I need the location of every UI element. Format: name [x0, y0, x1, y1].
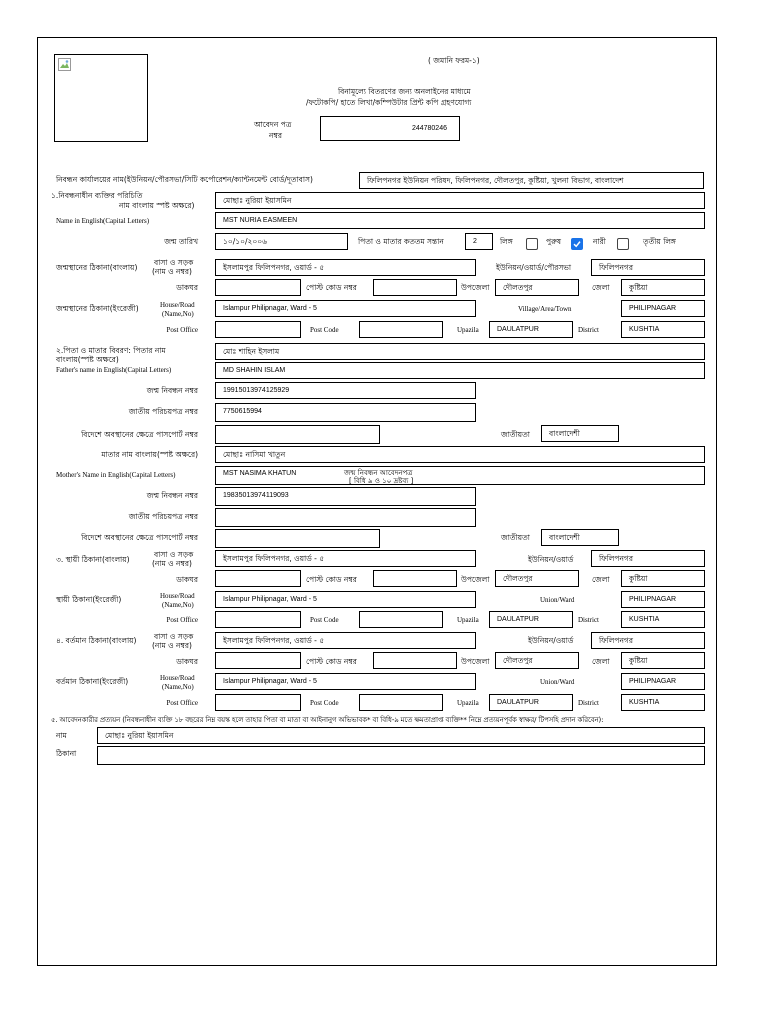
present-house-en-field[interactable]: Islampur Philipnagar, Ward - 5	[215, 673, 476, 690]
header-line-2: /ফটোকপি/ হাতে লিখা/কম্পিউটার প্রিন্ট কপি গ্রহণযোগ্য	[306, 98, 472, 107]
permanent-upazila-en-label: Upazila	[457, 616, 479, 624]
applicant-address-field[interactable]	[97, 746, 705, 765]
permanent-union-en-field[interactable]: PHILIPNAGAR	[621, 591, 705, 608]
present-post-en-field[interactable]	[215, 694, 301, 711]
sex-third-label: তৃতীয় লিঙ্গ	[643, 237, 676, 246]
birthplace-post-en-label: Post Office	[166, 326, 198, 334]
father-en-label: Father's name in English(Capital Letters)	[56, 366, 172, 374]
applicant-name-label: নাম	[56, 731, 67, 740]
birthplace-house-en-label-1: House/Road	[160, 301, 195, 309]
mother-nid-field[interactable]	[215, 508, 476, 527]
mother-passport-field[interactable]	[215, 529, 380, 548]
permanent-upazila-field[interactable]: দৌলতপুর	[495, 570, 579, 587]
name-bn-field[interactable]: মোছাঃ নুরিয়া ইয়াসমিন	[215, 192, 705, 209]
present-upazila-en-field[interactable]: DAULATPUR	[489, 694, 573, 711]
birthplace-post-en-field[interactable]	[215, 321, 301, 338]
name-en-label: Name in English(Capital Letters)	[56, 217, 150, 225]
permanent-post-en-label: Post Office	[166, 616, 198, 624]
application-number-field[interactable]: 244780246	[320, 116, 460, 141]
sex-female-label: নারী	[593, 237, 606, 246]
sex-female-checkbox[interactable]	[571, 238, 583, 250]
permanent-house-en-field[interactable]: Islampur Philipnagar, Ward - 5	[215, 591, 476, 608]
present-upazila-field[interactable]: দৌলতপুর	[495, 652, 579, 669]
name-en-field[interactable]: MST NURIA EASMEEN	[215, 212, 705, 229]
name-bn-label: নাম বাংলায় স্পষ্ট অক্ষরে)	[119, 201, 195, 210]
birthplace-house-label-1: বাসা ও সড়ক	[154, 258, 194, 267]
office-label: নিবন্ধন কার্যালয়ের নাম(ইউনিয়ন/পৌরসভা/সিটি কর্পোরেশন/ক্যান্টনমেন্ট বোর্ড/দূতাবাস)	[56, 175, 313, 184]
permanent-union-bn-field[interactable]: ফিলিপনগর	[591, 550, 705, 567]
father-passport-field[interactable]	[215, 425, 380, 444]
present-house-label-2: (নাম ও নম্বর)	[152, 641, 192, 650]
birthplace-house-bn-field[interactable]: ইসলামপুর ফিলিপনগর, ওয়ার্ড - ৫	[215, 259, 476, 276]
office-field[interactable]: ফিলিপনগর ইউনিয়ন পরিষদ, ফিলিপনগর, দৌলতপুর, কুষ্টিয়া, খুলনা বিভাগ, বাংলাদেশ	[359, 172, 704, 189]
permanent-union-bn-label: ইউনিয়ন/ওয়ার্ড	[528, 555, 574, 564]
permanent-district-field[interactable]: কুষ্টিয়া	[621, 570, 705, 587]
permanent-upazila-en-field[interactable]: DAULATPUR	[489, 611, 573, 628]
permanent-district-en-label: District	[578, 616, 599, 624]
application-number-label-2: নম্বর	[269, 131, 283, 140]
father-passport-label: বিদেশে অবস্থানের ক্ষেত্রে পাসপোর্ট নম্বর	[81, 430, 198, 439]
birthplace-village-en-field[interactable]: PHILIPNAGAR	[621, 300, 705, 317]
father-name-bn-field[interactable]: মোঃ শাহিন ইসলাম	[215, 343, 705, 360]
dob-field[interactable]: ১০/১০/২০০৬	[215, 233, 348, 250]
father-name-en-field[interactable]: MD SHAHIN ISLAM	[215, 362, 705, 379]
mother-nationality-field[interactable]: বাংলাদেশী	[541, 529, 619, 546]
broken-image-icon	[58, 58, 71, 71]
birthplace-house-en-field[interactable]: Islampur Philipnagar, Ward - 5	[215, 300, 476, 317]
birthplace-postcode-en-label: Post Code	[310, 326, 339, 334]
application-form	[37, 37, 717, 966]
mother-note-2: [ বিধি ৯ ও ১০ দ্রষ্টব্য ]	[349, 477, 414, 485]
birthplace-district-en-field[interactable]: KUSHTIA	[621, 321, 705, 338]
present-union-bn-label: ইউনিয়ন/ওয়ার্ড	[528, 636, 574, 645]
birthplace-house-label-2: (নাম ও নম্বর)	[152, 267, 192, 276]
mother-passport-label: বিদেশে অবস্থানের ক্ষেত্রে পাসপোর্ট নম্বর	[81, 533, 198, 542]
mother-nid-label: জাতীয় পরিচয়পত্র নম্বর	[128, 512, 198, 521]
permanent-postcode-en-label: Post Code	[310, 616, 339, 624]
birthplace-post-bn-label: ডাকঘর	[176, 283, 198, 292]
birthplace-upazila-bn-label: উপজেলা	[461, 283, 490, 292]
form-number: ( জমানি ফরম-১)	[428, 56, 480, 65]
permanent-postcode-en-field[interactable]	[359, 611, 443, 628]
father-nationality-label: জাতীয়তা	[501, 430, 530, 439]
mother-bn-label: মাতার নাম বাংলায়(স্পষ্ট অক্ষরে)	[101, 450, 198, 459]
mother-name-bn-field[interactable]: মোছাঃ নাসিমা খাতুন	[215, 446, 705, 463]
permanent-postcode-label: পোস্ট কোড নম্বর	[306, 575, 357, 584]
present-upazila-en-label: Upazila	[457, 699, 479, 707]
header-line-1: বিনামূল্যে বিতরণের জন্য অনলাইনের মাধ্যমে	[338, 87, 471, 96]
birthplace-union-bn-label: ইউনিয়ন/ওয়ার্ড/পৌরসভা	[496, 263, 572, 272]
permanent-post-label: ডাকঘর	[176, 575, 198, 584]
mother-name-en-value: MST NASIMA KHATUN	[223, 470, 297, 477]
application-number-label-1: আবেদন পত্র	[254, 120, 292, 129]
present-union-en-field[interactable]: PHILIPNAGAR	[621, 673, 705, 690]
section-5-title: ৫. আবেদনকারীর প্রত্যয়ন (নিবন্ধনাধীন ব্যক্তি ১৮ বছরের নিম্ন বয়স্ক হলে তাহার পিতা বা মাতা বা আইনানুগ অভিভাবক* বা বিধি-৯ মতে ক্ষমতাপ্রাপ্ত ব্যক্তি** নিম্নে প্রত্যয়নপূর্বক স্বাক্ষর/ টিপসহি প্রদান করিবেন):	[51, 716, 604, 724]
present-postcode-en-label: Post Code	[310, 699, 339, 707]
present-district-label: জেলা	[592, 657, 610, 666]
section-2-title: ২.পিতা ও মাতার বিবরণ: পিতার নাম	[56, 346, 166, 355]
present-house-en-label-1: House/Road	[160, 674, 195, 682]
present-district-field[interactable]: কুষ্টিয়া	[621, 652, 705, 669]
mother-note-1: জন্ম নিবন্ধন আবেদনপত্র	[344, 469, 413, 477]
birthplace-upazila-en-label: Upazila	[457, 326, 479, 334]
father-brn-field[interactable]: 19915013974125929	[215, 382, 476, 399]
child-order-field[interactable]: 2	[465, 233, 493, 250]
permanent-house-label-1: বাসা ও সড়ক	[154, 550, 194, 559]
birthplace-postcode-bn-field[interactable]	[373, 279, 457, 296]
permanent-en-label: স্থায়ী ঠিকানা(ইংরেজী)	[56, 595, 122, 604]
mother-brn-label: জন্ম নিবন্ধন নম্বর	[146, 491, 198, 500]
dob-label: জন্ম তারিখ	[164, 237, 198, 246]
permanent-post-en-field[interactable]	[215, 611, 301, 628]
birthplace-bn-label: জন্মস্থানের ঠিকানা(বাংলায়)	[56, 263, 138, 272]
birthplace-en-label: জন্মস্থানের ঠিকানা(ইংরেজী)	[56, 304, 139, 313]
permanent-house-label-2: (নাম ও নম্বর)	[152, 559, 192, 568]
present-bn-label: ৪. বর্তমান ঠিকানা(বাংলায়)	[56, 636, 137, 645]
present-union-bn-field[interactable]: ফিলিপনগর	[591, 632, 705, 649]
applicant-address-label: ঠিকানা	[56, 749, 77, 758]
birthplace-upazila-bn-field[interactable]: দৌলতপুর	[495, 279, 579, 296]
applicant-name-field[interactable]: মোছাঃ নুরিয়া ইয়াসমিন	[97, 727, 705, 744]
mother-name-en-field[interactable]	[215, 466, 705, 485]
father-nid-label: জাতীয় পরিচয়পত্র নম্বর	[128, 407, 198, 416]
mother-en-label: Mother's Name in English(Capital Letters)	[56, 471, 176, 479]
present-postcode-en-field[interactable]	[359, 694, 443, 711]
father-brn-label: জন্ম নিবন্ধন নম্বর	[146, 386, 198, 395]
photo-placeholder	[54, 54, 148, 142]
present-postcode-label: পোস্ট কোড নম্বর	[306, 657, 357, 666]
father-nid-field[interactable]: 7750615994	[215, 403, 476, 422]
father-bn-label-2: বাংলায়(স্পষ্ট অক্ষরে)	[56, 355, 119, 364]
birthplace-union-bn-field[interactable]: ফিলিপনগর	[591, 259, 705, 276]
birthplace-village-en-label: Village/Area/Town	[518, 305, 572, 313]
present-post-field[interactable]	[215, 652, 301, 669]
present-upazila-label: উপজেলা	[461, 657, 490, 666]
mother-nationality-label: জাতীয়তা	[501, 533, 530, 542]
section-1-title: ১.নিবন্ধনাধীন ব্যক্তির পরিচিতি	[51, 191, 143, 200]
birthplace-district-bn-label: জেলা	[592, 283, 610, 292]
permanent-house-en-label-1: House/Road	[160, 592, 195, 600]
permanent-post-field[interactable]	[215, 570, 301, 587]
permanent-district-label: জেলা	[592, 575, 610, 584]
child-order-label: পিতা ও মাতার কততম সন্তান	[358, 237, 444, 246]
present-postcode-field[interactable]	[373, 652, 457, 669]
permanent-union-en-label: Union/Ward	[540, 596, 575, 604]
present-post-en-label: Post Office	[166, 699, 198, 707]
birthplace-post-bn-field[interactable]	[215, 279, 301, 296]
sex-third-checkbox[interactable]	[617, 238, 629, 250]
permanent-postcode-field[interactable]	[373, 570, 457, 587]
birthplace-district-en-label: District	[578, 326, 599, 334]
present-union-en-label: Union/Ward	[540, 678, 575, 686]
birthplace-house-en-label-2: (Name,No)	[162, 310, 194, 318]
present-post-label: ডাকঘর	[176, 657, 198, 666]
check-icon	[573, 240, 581, 248]
permanent-upazila-label: উপজেলা	[461, 575, 490, 584]
mother-brn-field[interactable]: 19835013974119093	[215, 487, 476, 506]
permanent-bn-label: ৩. স্থায়ী ঠিকানা(বাংলায়)	[56, 555, 130, 564]
present-district-en-field[interactable]: KUSHTIA	[621, 694, 705, 711]
sex-male-checkbox[interactable]	[526, 238, 538, 250]
birthplace-postcode-en-field[interactable]	[359, 321, 443, 338]
father-nationality-field[interactable]: বাংলাদেশী	[541, 425, 619, 442]
sex-label: লিঙ্গ	[500, 237, 513, 246]
birthplace-upazila-en-field[interactable]: DAULATPUR	[489, 321, 573, 338]
birthplace-postcode-bn-label: পোস্ট কোড নম্বর	[306, 283, 357, 292]
present-en-label: বর্তমান ঠিকানা(ইংরেজী)	[56, 677, 129, 686]
present-house-bn-field[interactable]: ইসলামপুর ফিলিপনগর, ওয়ার্ড - ৫	[215, 632, 476, 649]
sex-male-label: পুরুষ	[546, 237, 561, 246]
permanent-district-en-field[interactable]: KUSHTIA	[621, 611, 705, 628]
present-district-en-label: District	[578, 699, 599, 707]
birthplace-district-bn-field[interactable]: কুষ্টিয়া	[621, 279, 705, 296]
present-house-en-label-2: (Name,No)	[162, 683, 194, 691]
present-house-label-1: বাসা ও সড়ক	[154, 632, 194, 641]
permanent-house-en-label-2: (Name,No)	[162, 601, 194, 609]
permanent-house-bn-field[interactable]: ইসলামপুর ফিলিপনগর, ওয়ার্ড - ৫	[215, 550, 476, 567]
